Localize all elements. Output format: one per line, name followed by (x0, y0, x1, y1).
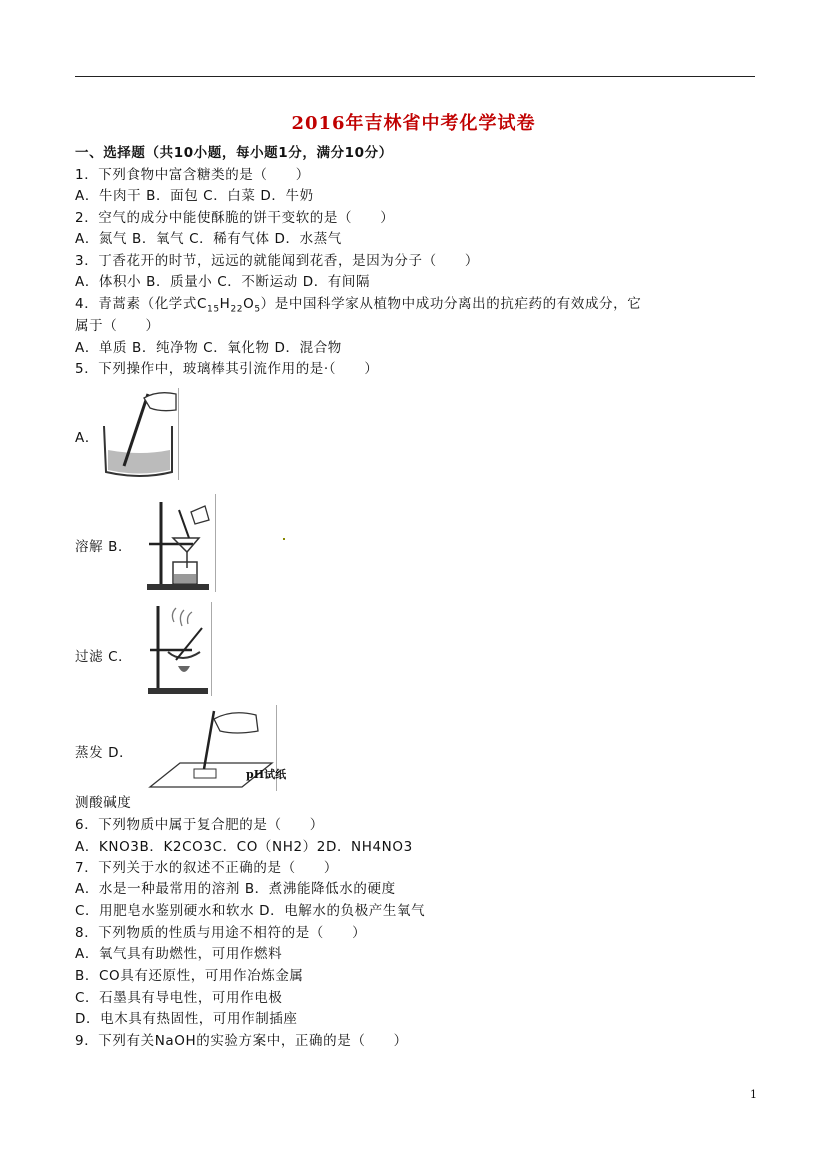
q5-option-b: 溶解 B． (75, 539, 133, 555)
q3-options: A．体积小 B．质量小 C．不断运动 D．有间隔 (75, 274, 371, 290)
page-number: 1 (750, 1088, 757, 1101)
q4-stem: 4．青蒿素（化学式$C_{15}H_{22}O_5$）是中国科学家从植物中成功分离出的抗疟药的有效成分，它 (75, 296, 642, 315)
q6-stem: 6．下列物质中属于复合肥的是（ ） (75, 817, 324, 833)
q4-stem-line2: 属于（ ） (75, 318, 160, 334)
q5-option-c: 过滤 C． (75, 649, 133, 665)
q7-options-ab: A．水是一种最常用的溶剂 B．煮沸能降低水的硬度 (75, 881, 396, 897)
page-title: 2016年吉林省中考化学试卷 (291, 113, 536, 134)
evaporation-figure (146, 602, 212, 696)
q2-options: A．氮气 B．氧气 C．稀有气体 D．水蒸气 (75, 231, 342, 247)
q1-options: A．牛肉干 B．面包 C．白菜 D．牛奶 (75, 188, 314, 204)
q8-option-b: B．CO具有还原性，可用作冶炼金属 (75, 968, 304, 984)
q8-option-d: D．电木具有热固性，可用作制插座 (75, 1011, 298, 1027)
q5-option-d-text: 测酸碱度 (75, 795, 132, 811)
q5-option-d: 蒸发 D． (75, 745, 134, 761)
q5-stem: 5．下列操作中，玻璃棒其引流作用的是·（ ） (75, 361, 379, 377)
q6-options: A．KNO3B．K2CO3C．CO（NH2）2D．NH4NO3 (75, 839, 413, 855)
q8-option-c: C．石墨具有导电性，可用作电极 (75, 990, 283, 1006)
ph-paper-label: pH试纸 (246, 768, 287, 781)
section-heading: 一、选择题（共10小题，每小题1分，满分10分） (75, 145, 393, 161)
q2-stem: 2．空气的成分中能使酥脆的饼干变软的是（ ） (75, 210, 395, 226)
header-rule (75, 76, 755, 77)
q7-stem: 7．下列关于水的叙述不正确的是（ ） (75, 860, 338, 876)
q4-stem-prefix: 4．青蒿素（化学式C (75, 296, 208, 312)
q1-stem: 1．下列食物中富含糖类的是（ ） (75, 167, 310, 183)
q5-option-a: A． (75, 430, 99, 446)
filtration-figure (143, 494, 216, 592)
q4-options: A．单质 B．纯净物 C．氧化物 D．混合物 (75, 340, 342, 356)
q9-stem: 9．下列有关NaOH的实验方案中，正确的是（ ） (75, 1033, 408, 1049)
q3-stem: 3．丁香花开的时节，远远的就能闻到花香，是因为分子（ ） (75, 253, 479, 269)
q7-options-cd: C．用肥皂水鉴别硬水和软水 D．电解水的负极产生氧气 (75, 903, 426, 919)
q4-stem-suffix: ）是中国科学家从植物中成功分离出的抗疟药的有效成分，它 (260, 296, 642, 312)
stray-dot (283, 538, 285, 540)
ph-test-figure (146, 705, 287, 791)
q8-option-a: A．氧气具有助燃性，可用作燃料 (75, 946, 283, 962)
q8-stem: 8．下列物质的性质与用途不相符的是（ ） (75, 925, 367, 941)
stirring-figure (96, 388, 179, 480)
